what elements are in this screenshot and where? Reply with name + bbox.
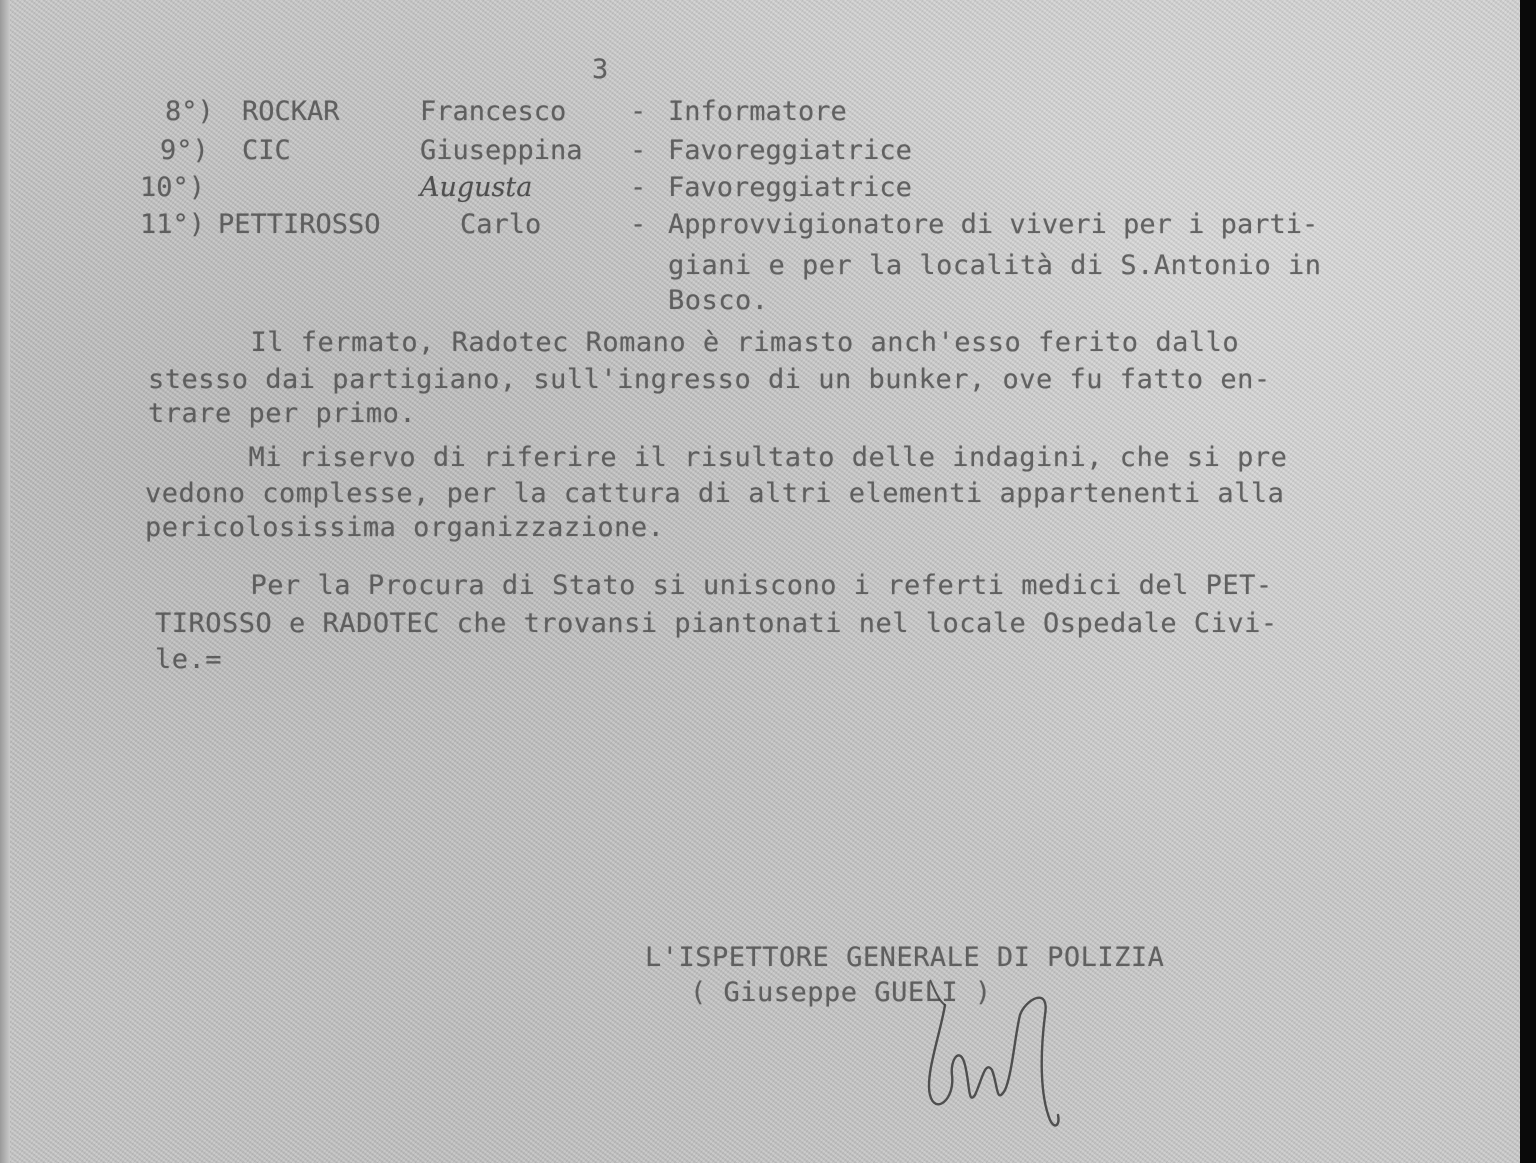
scan-edge-right [1520,0,1536,1163]
signature-name: ( Giuseppe GUELI ) [690,977,992,1008]
page-number: 3 [592,54,609,85]
item-number: 11°) [140,209,206,240]
paragraph-line: Mi riservo di riferire il risultato delle indagini, che si pre [148,442,1288,473]
item-dash: - [630,96,647,127]
paragraph-line: stesso dai partigiano, sull'ingresso di un bunker, ove fu fatto en- [148,364,1271,395]
handwritten-signature [900,975,1100,1135]
scan-edge-left [0,0,10,1163]
item-number: 8°) [165,96,214,127]
list-continuation: Bosco. [668,285,769,316]
item-name: Augusta [420,172,533,203]
list-continuation: giani e per la località di S.Antonio in [668,250,1322,281]
item-dash: - [630,135,647,166]
item-surname: ROCKAR [242,96,340,127]
item-dash: - [630,172,647,203]
item-surname: CIC [242,135,291,166]
item-name: Francesco [420,96,567,127]
signature-title: L'ISPETTORE GENERALE DI POLIZIA [645,942,1165,973]
item-role: Favoreggiatrice [668,135,912,166]
item-role: Approvvigionatore di viveri per i parti- [668,209,1319,240]
paragraph-line: vedono complesse, per la cattura di altri elementi appartenenti alla [145,478,1285,509]
paragraph-line: TIROSSO e RADOTEC che trovansi piantonati nel locale Ospedale Civi- [155,608,1278,639]
item-role: Informatore [668,96,847,127]
paragraph-line: Il fermato, Radotec Romano è rimasto anch'esso ferito dallo [150,327,1240,358]
item-role: Favoreggiatrice [668,172,912,203]
item-number: 10°) [140,172,206,203]
paragraph-line: Per la Procura di Stato si uniscono i referti medici del PET- [150,570,1273,601]
item-name: Giuseppina [420,135,583,166]
paragraph-line: trare per primo. [148,398,417,429]
item-surname: PETTIROSSO [218,209,381,240]
paragraph-line: pericolosissima organizzazione. [145,512,665,543]
item-name: Carlo [460,209,542,240]
paragraph-line: le.= [155,644,223,675]
item-number: 9°) [160,135,209,166]
item-dash: - [630,209,647,240]
